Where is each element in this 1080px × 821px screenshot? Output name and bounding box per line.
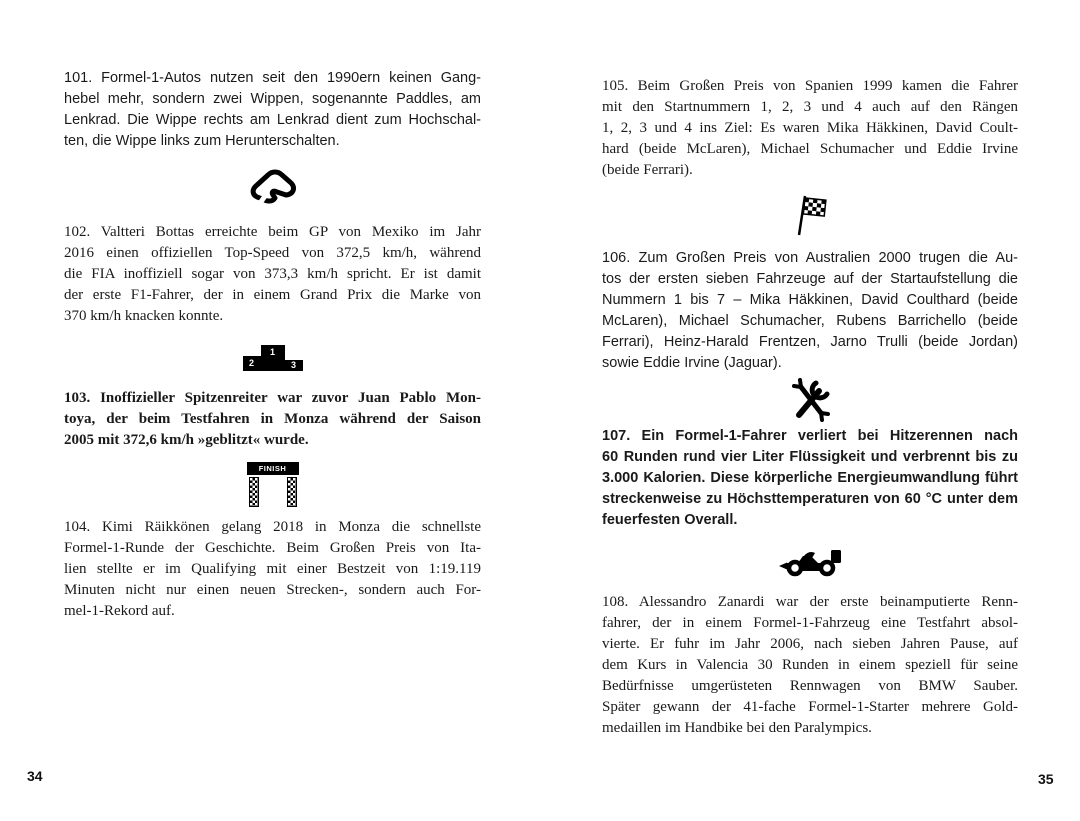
fact-104-text: 104. Kimi Räikkönen gelang 2018 in Monza die schnellste Formel-1-Runde der Geschichte. Beim Großen Preis von Ita- lien stellte er im Qualifying mit einer Bestzeit von 1:19.119 Minuten nicht nur einen neuen Strecken-, sondern auch For- mel-1-Rekord auf.	[64, 519, 481, 619]
fact-103-text: 103. Inoffizieller Spitzenreiter war zuvor Juan Pablo Mon- toya, der beim Testfahren in Monza während der Saison 2005 mit 372,6 km/h »geblitzt« wurde.	[64, 390, 481, 448]
race-track-icon	[64, 152, 481, 222]
finish-banner-label: FINISH	[247, 462, 299, 475]
page-left	[64, 68, 481, 622]
crossed-tools-icon	[602, 374, 1018, 426]
finish-gantry-icon	[64, 451, 481, 517]
fact-108-text: 108. Alessandro Zanardi war der erste beinamputierte Renn- fahrer, der in einem Formel-1-Fahrzeug eine Testfahrt absol- vierte. Er fuhr im Jahr 2006, nach sieben Jahren Pause, auf dem Kurs in Valencia 30 Runden in einem speziell für seine Bedürfnisse umgerüsteten Rennwagen von BMW Sauber. Später gewann der 41-fache Formel-1-Starter mehrere Gold- medaillen im Handbike bei den Paralympics.	[602, 594, 1018, 736]
finish-post-left	[249, 477, 259, 507]
podium-third: 3	[285, 360, 303, 371]
podium-second: 2	[243, 356, 261, 371]
podium-first: 1	[261, 345, 285, 371]
fact-105-text: 105. Beim Großen Preis von Spanien 1999 kamen die Fahrer mit den Startnummern 1, 2, 3 und 4 auch auf den Rängen 1, 2, 3 und 4 ins Ziel: Es waren Mika Häkkinen, David Coult- hard (beide McLaren), Michael Schumacher und Eddie Irvine (beide Ferrari).	[602, 78, 1018, 178]
fact-106-text: 106. Zum Großen Preis von Australien 2000 trugen die Au- tos der ersten sieben Fahrzeuge auf der Startaufstellung die Nummern 1 bis 7 – Mika Häkkinen, David Coulthard (beide McLaren), Michael Schumacher, Rubens Barrichello (beide Ferrari), Heinz-Harald Frentzen, Jarno Trulli (beide Jordan) sowie Eddie Irvine (Jaguar).	[602, 250, 1018, 371]
checkered-flag-icon	[602, 181, 1018, 248]
fact-102-text: 102. Valtteri Bottas erreichte beim GP von Mexiko im Jahr 2016 einen offiziellen Top-Speed von 372,5 km/h, während die FIA inoffiziell sogar von 373,3 km/h spricht. Er ist damit der erste F1-Fahrer, der in einem Grand Prix die Marke von 370 km/h knacken konnte.	[64, 224, 481, 324]
podium-icon	[64, 327, 481, 388]
page-number-right: 35	[1038, 771, 1054, 787]
finish-post-right	[287, 477, 297, 507]
f1-car-icon	[602, 531, 1018, 592]
page-right	[602, 76, 1018, 739]
page-number-left: 34	[27, 768, 43, 784]
fact-107-text: 107. Ein Formel-1-Fahrer verliert bei Hitzerennen nach 60 Runden rund vier Liter Flüssigkeit und verbrennt bis zu 3.000 Kalorien. Diese körperliche Energieumwandlung führt streckenweise zu Höchsttemperaturen von 60 °C unter dem feuerfesten Overall.	[602, 428, 1018, 528]
fact-101-text: 101. Formel-1-Autos nutzen seit den 1990ern keinen Gang- hebel mehr, sondern zwei Wippen, sogenannte Paddles, am Lenkrad. Die Wippe rechts am Lenkrad dient zum Hochschal- ten, die Wippe links zum Herunterschalten.	[64, 70, 481, 149]
